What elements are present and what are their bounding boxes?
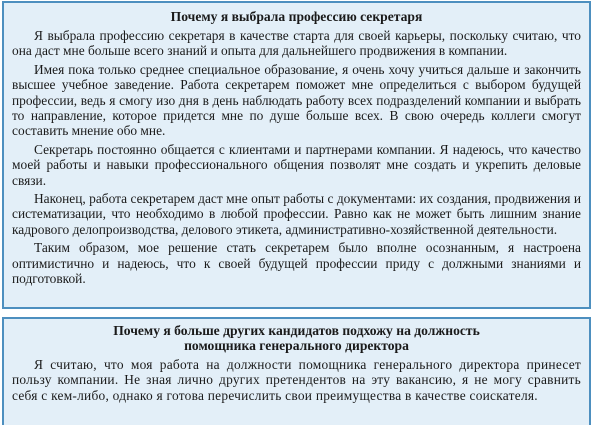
essay-title-line: помощника генерального директора [184,338,409,353]
essay-paragraph: Наконец, работа секретарем даст мне опыт работы с документами: их создания, продвижения и систематизации, что необходимо в любой профессии. Равно как не может быть лишним знание кадрового делопроизводства, делового этикета, административно-хозяйственной деятельности. [12,191,581,237]
essay-title-line: Почему я больше других кандидатов подхожу на должность [113,323,480,338]
essay-title [4,319,589,353]
essay-title: Почему я выбрала профессию секретаря [170,9,423,24]
essay-paragraph: Имея пока только среднее специальное образование, я очень хочу учиться дальше и закончить высшее учебное заведение. Работа секретарем поможет мне определиться с выбором будущей профессии, ведь я смогу изо дня в день наблюдать работу всех подразделений компании и выбрать то направление, которое придется мне по душе больше всех. В свою очередь коллеги смогут составить мнение обо мне. [12,61,581,139]
essay-paragraph: Я считаю, что моя работа на должности помощника генерального директора принесет пользу компании. Не зная лично других претендентов на эту вакансию, я не могу сравнить себя с кем-либо, однако я готова перечислить свои преимущества в качестве соискателя. [12,357,581,403]
essay-paragraph: Я выбрала профессию секретаря в качестве старта для своей карьеры, поскольку считаю, что она даст мне больше всего знаний и опыта для дальнейшего продвижения в компании. [12,28,581,59]
essay-panel-assistant [2,317,591,425]
essay-panel-secretary [2,1,591,309]
essay-paragraph: Таким образом, мое решение стать секретарем было вполне осознанным, я настроена оптимистично и надеюсь, что к своей будущей профессии приду с должными знаниями и подготовкой. [12,240,581,287]
essay-paragraph: Секретарь постоянно общается с клиентами и партнерами компании. Я надеюсь, что качество моей работы и навыки профессионального общения позволят мне создать и укрепить деловые связи. [12,141,581,188]
